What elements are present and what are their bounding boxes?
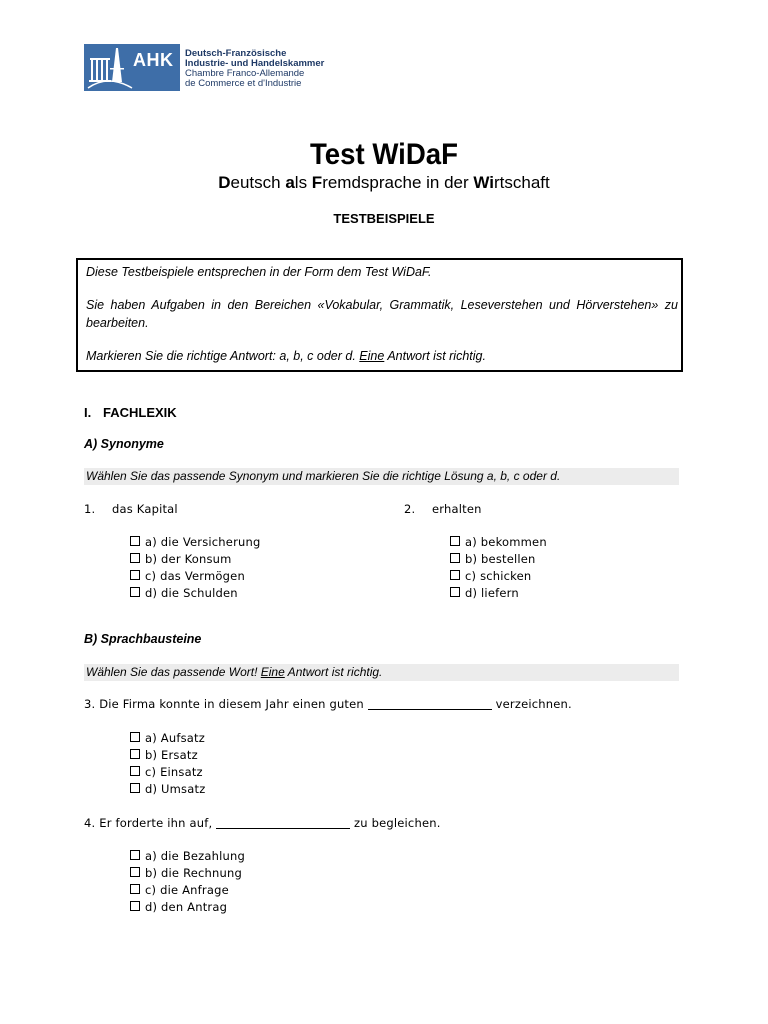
option-item[interactable] xyxy=(130,781,205,798)
option-label: b) Ersatz xyxy=(145,748,198,762)
question-2 xyxy=(404,502,482,516)
ahk-logo xyxy=(84,44,326,91)
intro-p3-after: Antwort ist richtig. xyxy=(384,349,486,363)
section-label: TESTBEISPIELE xyxy=(333,211,435,226)
option-label: c) schicken xyxy=(465,569,532,583)
logo-ahk-text: AHK xyxy=(133,50,174,70)
question-1-options xyxy=(130,534,260,602)
question-1 xyxy=(84,502,178,516)
answer-blank xyxy=(368,697,492,710)
option-label: d) Umsatz xyxy=(145,782,206,796)
part-a-instruction: Wählen Sie das passende Synonym und markieren Sie die richtige Lösung a, b, c oder d. xyxy=(84,468,679,485)
question-text-after: zu begleichen. xyxy=(350,816,441,830)
option-item[interactable] xyxy=(130,551,260,568)
checkbox-icon[interactable] xyxy=(130,766,140,776)
answer-blank xyxy=(216,816,350,829)
question-number: 1. xyxy=(84,502,96,516)
subtitle-part: remdsprache in der xyxy=(322,173,474,192)
logo-line-4: de Commerce et d'Industrie xyxy=(185,78,302,89)
page-subtitle xyxy=(0,173,768,193)
checkbox-icon[interactable] xyxy=(130,884,140,894)
option-label: c) das Vermögen xyxy=(145,569,245,583)
checkbox-icon[interactable] xyxy=(130,867,140,877)
part-b-title: B) Sprachbausteine xyxy=(84,632,202,646)
option-item[interactable] xyxy=(450,534,547,551)
checkbox-icon[interactable] xyxy=(450,570,460,580)
question-3 xyxy=(84,697,572,711)
instructions-box xyxy=(76,258,683,372)
building-icon xyxy=(86,44,134,91)
subtitle-part: F xyxy=(311,173,323,192)
option-label: a) Aufsatz xyxy=(145,731,205,745)
logo-line-3: Chambre Franco-Allemande xyxy=(185,68,305,79)
checkbox-icon[interactable] xyxy=(130,570,140,580)
option-item[interactable] xyxy=(130,899,245,916)
section-title: FACHLEXIK xyxy=(103,405,177,420)
intro-paragraph-1: Diese Testbeispiele entsprechen in der Form dem Test WiDaF. xyxy=(86,265,432,279)
subtitle-part: Wi xyxy=(473,173,494,192)
checkbox-icon[interactable] xyxy=(130,732,140,742)
option-label: a) die Versicherung xyxy=(145,535,261,549)
option-item[interactable] xyxy=(450,568,547,585)
checkbox-icon[interactable] xyxy=(130,536,140,546)
question-4 xyxy=(84,816,441,830)
logo-mark xyxy=(84,44,180,91)
intro-paragraph-2: Sie haben Aufgaben in den Bereichen «Vokabular, Grammatik, Leseverstehen und Hörverstehen» zu bearbeiten. xyxy=(86,298,678,330)
question-number: 2. xyxy=(404,502,416,516)
checkbox-icon[interactable] xyxy=(130,783,140,793)
option-label: b) bestellen xyxy=(465,552,536,566)
option-item[interactable] xyxy=(130,865,245,882)
section-heading xyxy=(84,405,177,420)
checkbox-icon[interactable] xyxy=(130,587,140,597)
checkbox-icon[interactable] xyxy=(450,536,460,546)
option-item[interactable] xyxy=(450,585,547,602)
checkbox-icon[interactable] xyxy=(130,850,140,860)
option-item[interactable] xyxy=(130,730,205,747)
intro-paragraph-3 xyxy=(86,347,486,365)
option-item[interactable] xyxy=(130,882,245,899)
subtitle-part: a xyxy=(285,173,295,192)
option-item[interactable] xyxy=(130,848,245,865)
question-text-before: 4. Er forderte ihn auf, xyxy=(84,816,217,830)
checkbox-icon[interactable] xyxy=(130,749,140,759)
option-item[interactable] xyxy=(450,551,547,568)
instruction-after: Antwort ist richtig. xyxy=(284,665,383,679)
logo-line-2: Industrie- und Handelskammer xyxy=(185,58,325,69)
question-4-options xyxy=(130,848,245,916)
option-item[interactable] xyxy=(130,764,205,781)
instruction-underlined: Eine xyxy=(260,665,285,679)
question-2-options xyxy=(450,534,547,602)
option-label: a) bekommen xyxy=(465,535,547,549)
question-text: erhalten xyxy=(432,502,482,516)
part-b-instruction xyxy=(84,664,679,681)
option-item[interactable] xyxy=(130,747,205,764)
question-text-before: 3. Die Firma konnte in diesem Jahr einen guten xyxy=(84,697,368,711)
option-item[interactable] xyxy=(130,534,260,551)
part-a-title: A) Synonyme xyxy=(84,437,164,451)
option-label: c) Einsatz xyxy=(145,765,203,779)
section-number: I. xyxy=(84,405,92,420)
question-text: das Kapital xyxy=(112,502,178,516)
checkbox-icon[interactable] xyxy=(130,553,140,563)
option-label: d) liefern xyxy=(465,586,519,600)
option-label: b) der Konsum xyxy=(145,552,232,566)
checkbox-icon[interactable] xyxy=(450,553,460,563)
intro-p3-underlined: Eine xyxy=(359,349,385,363)
intro-p3-before: Markieren Sie die richtige Antwort: a, b, c oder d. xyxy=(86,349,360,363)
option-item[interactable] xyxy=(130,568,260,585)
logo-caption xyxy=(185,49,324,89)
checkbox-icon[interactable] xyxy=(450,587,460,597)
subtitle-part: eutsch xyxy=(230,173,286,192)
option-label: d) die Schulden xyxy=(145,586,238,600)
option-label: d) den Antrag xyxy=(145,900,228,914)
logo-line-1: Deutsch-Französische xyxy=(185,48,287,59)
question-text-after: verzeichnen. xyxy=(491,697,572,711)
subtitle-part: D xyxy=(218,173,231,192)
subtitle-part: rtschaft xyxy=(494,173,550,192)
checkbox-icon[interactable] xyxy=(130,901,140,911)
option-label: a) die Bezahlung xyxy=(145,849,246,863)
page-title: Test WiDaF xyxy=(309,138,458,171)
question-3-options xyxy=(130,730,205,798)
instruction-before: Wählen Sie das passende Wort! xyxy=(86,665,261,679)
option-label: c) die Anfrage xyxy=(145,883,229,897)
option-item[interactable] xyxy=(130,585,260,602)
subtitle-part: ls xyxy=(294,173,312,192)
option-label: b) die Rechnung xyxy=(145,866,242,880)
